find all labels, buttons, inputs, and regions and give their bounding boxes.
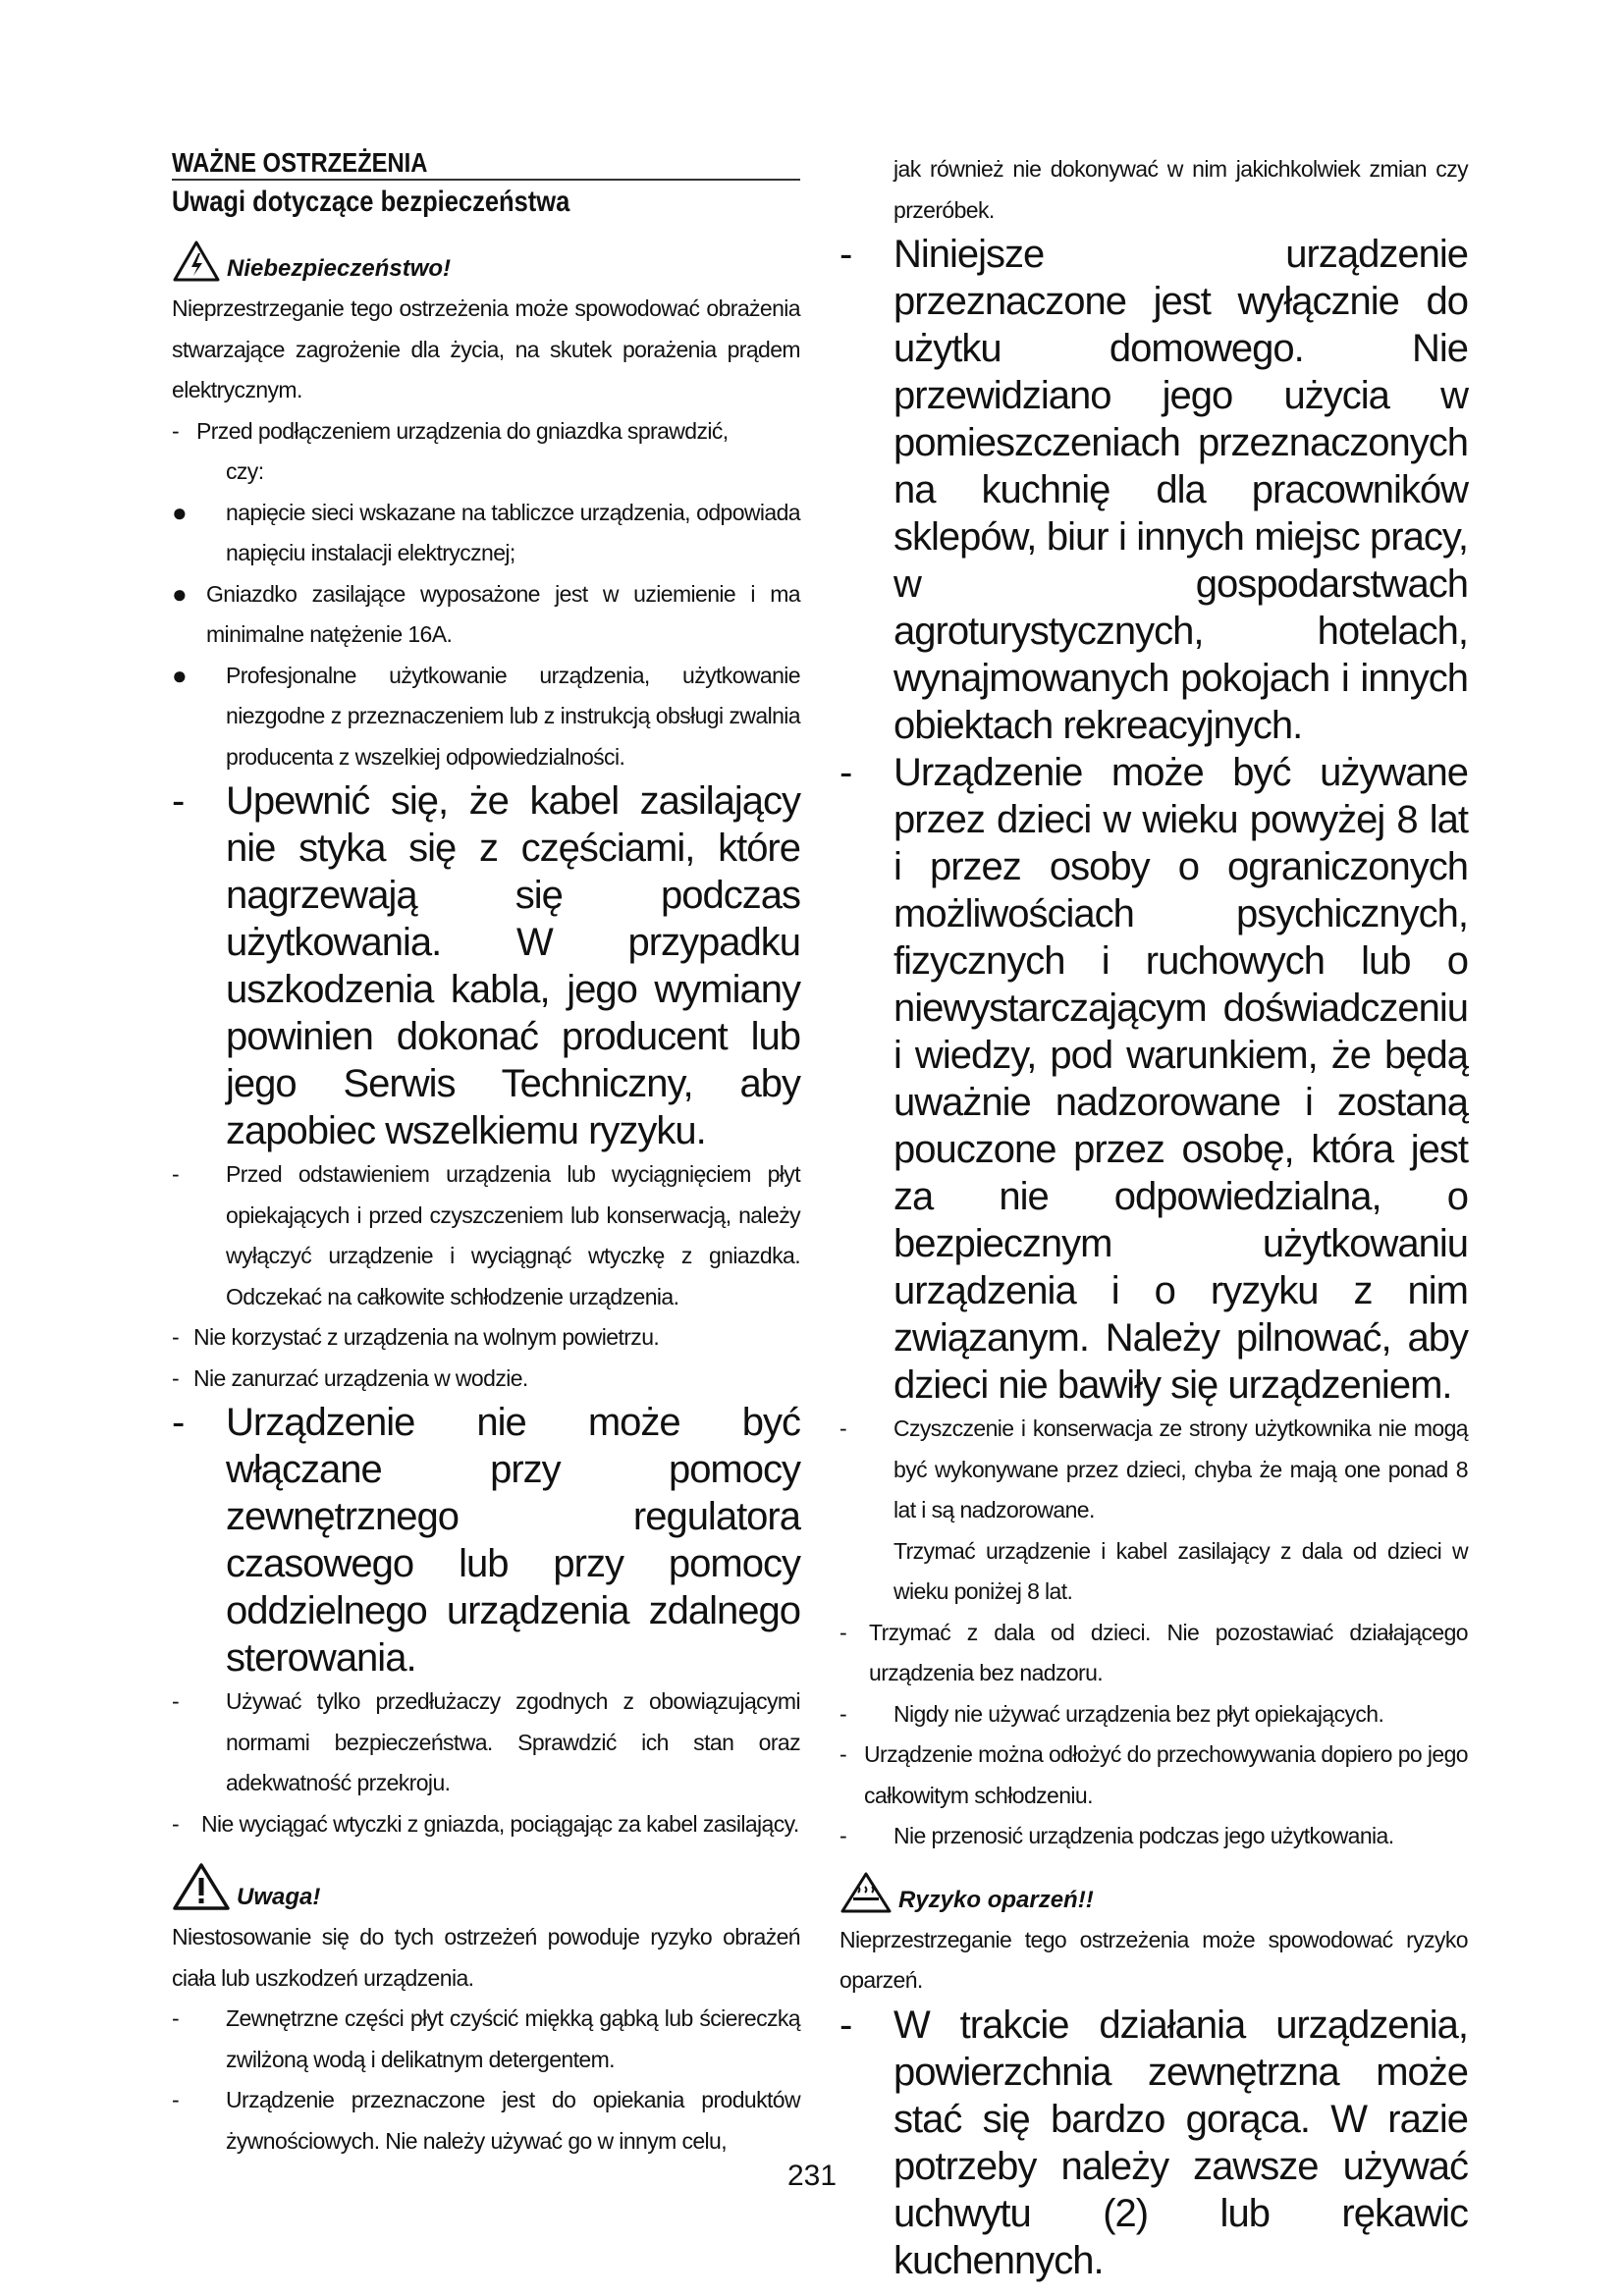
dash-marker: - xyxy=(839,2002,852,2047)
cable-warning: Upewnić się, że kabel zasilający nie styka się z częściami, które nagrzewają się podczas użytkowania. W przypadku uszkodzenia kabla, jego wymiany powinien dokonać producent lub jego Serwis Techniczny, aby zapobiec wszelkiemu ryzyku. xyxy=(226,779,800,1152)
big-list-item xyxy=(839,231,1468,749)
list-item xyxy=(839,1735,1468,1816)
page-number: 231 xyxy=(786,2160,838,2192)
cleaning-instruction: Zewnętrzne części płyt czyścić miękką gąbką lub ściereczką zwilżoną wodą i delikatnym detergentem. xyxy=(226,2005,800,2072)
keep-away-children: Trzymać z dala od dzieci. Nie pozostawiać działającego urządzenia bez nadzoru. xyxy=(869,1619,1468,1685)
extension-warning: Używać tylko przedłużaczy zgodnych z obowiązującymi normami bezpieczeństwa. Sprawdzić ich stan oraz adekwatność przekroju. xyxy=(226,1688,800,1795)
list-item xyxy=(172,1359,800,1400)
exclamation-warning-icon xyxy=(172,1862,231,1911)
bullet-item xyxy=(172,574,800,656)
bullet-text-2: Gniazdko zasilające wyposażone jest w uziemienie i ma minimalne natężenie 16A. xyxy=(206,580,800,647)
dash-marker: - xyxy=(839,1700,847,1727)
big-list-item xyxy=(839,749,1468,1409)
list-item xyxy=(172,1154,800,1317)
caution-text: Niestosowanie się do tych ostrzeżeń powoduje ryzyko obrażeń ciała lub uszkodzeń urządzenia. xyxy=(172,1924,800,1991)
left-column xyxy=(172,147,800,2162)
dash-marker: - xyxy=(172,2087,180,2112)
bullet-item xyxy=(172,656,800,778)
dash-marker: - xyxy=(172,417,180,444)
hot-surface-warning-icon xyxy=(839,1871,893,1914)
burn-label: Ryzyko oparzeń!! xyxy=(898,1886,1094,1913)
keep-away-text: Trzymać urządzenie i kabel zasilający z dala od dzieci w wieku poniżej 8 lat. xyxy=(893,1537,1468,1604)
water-warning: Nie zanurzać urządzenia w wodzie. xyxy=(193,1364,528,1391)
big-list-item xyxy=(839,2002,1468,2284)
household-use-warning: Niniejsze urządzenie przeznaczone jest wyłącznie do użytku domowego. Nie przewidziano jego użycia w pomieszczeniach przeznaczonych na kuchnię dla pracowników sklepów, biur i innych miejsc pracy, w gospodarstwach agroturystycznych, hotelach, wynajmowanych pokojach i innych obiektach rekreacyjnych. xyxy=(893,233,1468,747)
dash-marker: - xyxy=(172,1401,185,1444)
unplug-warning: Przed odstawieniem urządzenia lub wyciągnięciem płyt opiekających i przed czyszczeniem lub konserwacją, należy wyłączyć urządzenie i wyciągnąć wtyczkę z gniazdka. Odczekać na całkowite schłodzenie urządzenia. xyxy=(226,1161,800,1309)
check-intro-a: Przed podłączeniem urządzenia do gniazdka sprawdzić, xyxy=(196,417,729,444)
dash-marker: - xyxy=(839,751,852,794)
list-item xyxy=(172,1317,800,1359)
timer-warning: Urządzenie nie może być włączane przy pomocy zewnętrznego regulatora czasowego lub przy pomocy oddzielnego urządzenia zdalnego sterowania. xyxy=(226,1401,800,1680)
outdoor-warning: Nie korzystać z urządzenia na wolnym powietrzu. xyxy=(193,1324,660,1350)
caution-heading xyxy=(172,1862,800,1911)
hot-surface-warning: W trakcie działania urządzenia, powierzchnia zewnętrzna może stać się bardzo gorąca. W razie potrzeby należy zawsze używać uchwytu (2) lub rękawic kuchennych. xyxy=(893,2002,1468,2282)
danger-text: Nieprzestrzeganie tego ostrzeżenia może spowodować obrażenia stwarzające zagrożenie dla życia, na skutek porażenia prądem elektrycznym. xyxy=(172,295,800,402)
big-list-item xyxy=(172,777,800,1154)
dash-marker: - xyxy=(839,1823,847,1848)
bullet-marker: ● xyxy=(172,660,188,690)
pull-cable-warning: Nie wyciągać wtyczki z gniazda, pociągając za kabel zasilający. xyxy=(201,1810,799,1837)
list-item xyxy=(172,1682,800,1804)
list-item xyxy=(839,1694,1468,1735)
dash-marker: - xyxy=(172,2005,180,2031)
dash-marker: - xyxy=(839,1741,847,1767)
bullet-text-1: napięcie sieci wskazane na tabliczce urządzenia, odpowiada napięciu instalacji elektrycznej; xyxy=(226,499,800,565)
list-item xyxy=(839,1409,1468,1531)
cleaning-by-children: Czyszczenie i konserwacja ze strony użytkownika nie mogą być wykonywane przez dzieci, chyba że mają one ponad 8 lat i są nadzorowane. xyxy=(893,1415,1468,1522)
dash-marker: - xyxy=(839,233,852,276)
dash-marker: - xyxy=(172,1364,180,1391)
bullet-marker: ● xyxy=(172,497,188,527)
caution-label: Uwaga! xyxy=(237,1884,321,1910)
section-subtitle-text: Uwagi dotyczące bezpieczeństwa xyxy=(172,186,570,218)
children-warning: Urządzenie może być używane przez dzieci w wieku powyżej 8 lat i przez osoby o ograniczonych możliwościach psychicznych, fizycznych i ruchowych lub o niewystarczającym doświadczeniu i wiedzy, pod warunkiem, że będą uważnie nadzorowane i zostaną pouczone przez osobę, która jest za nie odpowiedzialna, o bezpiecznym użytkowaniu urządzenia i o ryzyku z nim związanym. Należy pilnować, aby dzieci nie bawiły się urządzeniem. xyxy=(893,751,1468,1407)
dash-marker: - xyxy=(172,779,185,823)
burn-text: Nieprzestrzeganie tego ostrzeżenia może spowodować ryzyko oparzeń. xyxy=(839,1926,1468,1993)
big-list-item xyxy=(172,1399,800,1682)
purpose-instruction: Urządzenie przeznaczone jest do opiekania produktów żywnościowych. Nie należy używać go w innym celu, xyxy=(226,2087,800,2154)
plates-warning: Nigdy nie używać urządzenia bez płyt opiekających. xyxy=(893,1700,1384,1727)
list-item xyxy=(839,1816,1468,1857)
continued-text: jak również nie dokonywać w nim jakichkolwiek zmian czy przeróbek. xyxy=(893,156,1468,223)
list-item xyxy=(172,411,800,493)
danger-label: Niebezpieczeństwo! xyxy=(227,255,452,282)
bullet-marker: ● xyxy=(172,578,188,609)
burn-heading xyxy=(839,1871,1468,1914)
list-item xyxy=(172,1804,800,1845)
electric-shock-warning-icon xyxy=(172,240,221,283)
section-subtitle xyxy=(172,179,800,220)
list-item xyxy=(172,2080,800,2162)
section-title: WAŻNE OSTRZEŻENIA xyxy=(172,147,428,178)
storage-instruction: Urządzenie można odłożyć do przechowywania dopiero po jego całkowitym schłodzeniu. xyxy=(864,1741,1468,1808)
dash-marker: - xyxy=(839,1415,847,1441)
move-warning: Nie przenosić urządzenia podczas jego użytkowania. xyxy=(893,1823,1394,1848)
list-item xyxy=(839,1613,1468,1694)
list-item xyxy=(172,1999,800,2080)
check-intro-b: czy: xyxy=(226,458,264,484)
dash-marker: - xyxy=(172,1324,180,1350)
bullet-item xyxy=(172,493,800,574)
dash-marker: - xyxy=(172,1688,180,1714)
right-column xyxy=(839,149,1468,2284)
danger-heading xyxy=(172,240,800,283)
dash-marker: - xyxy=(839,1619,847,1645)
bullet-text-3: Profesjonalne użytkowanie urządzenia, użytkowanie niezgodne z przeznaczeniem lub z instrukcją obsługi zwalnia producenta z wszelkiej odpowiedzialności. xyxy=(226,662,800,770)
dash-marker: - xyxy=(172,1810,180,1837)
dash-marker: - xyxy=(172,1161,180,1187)
